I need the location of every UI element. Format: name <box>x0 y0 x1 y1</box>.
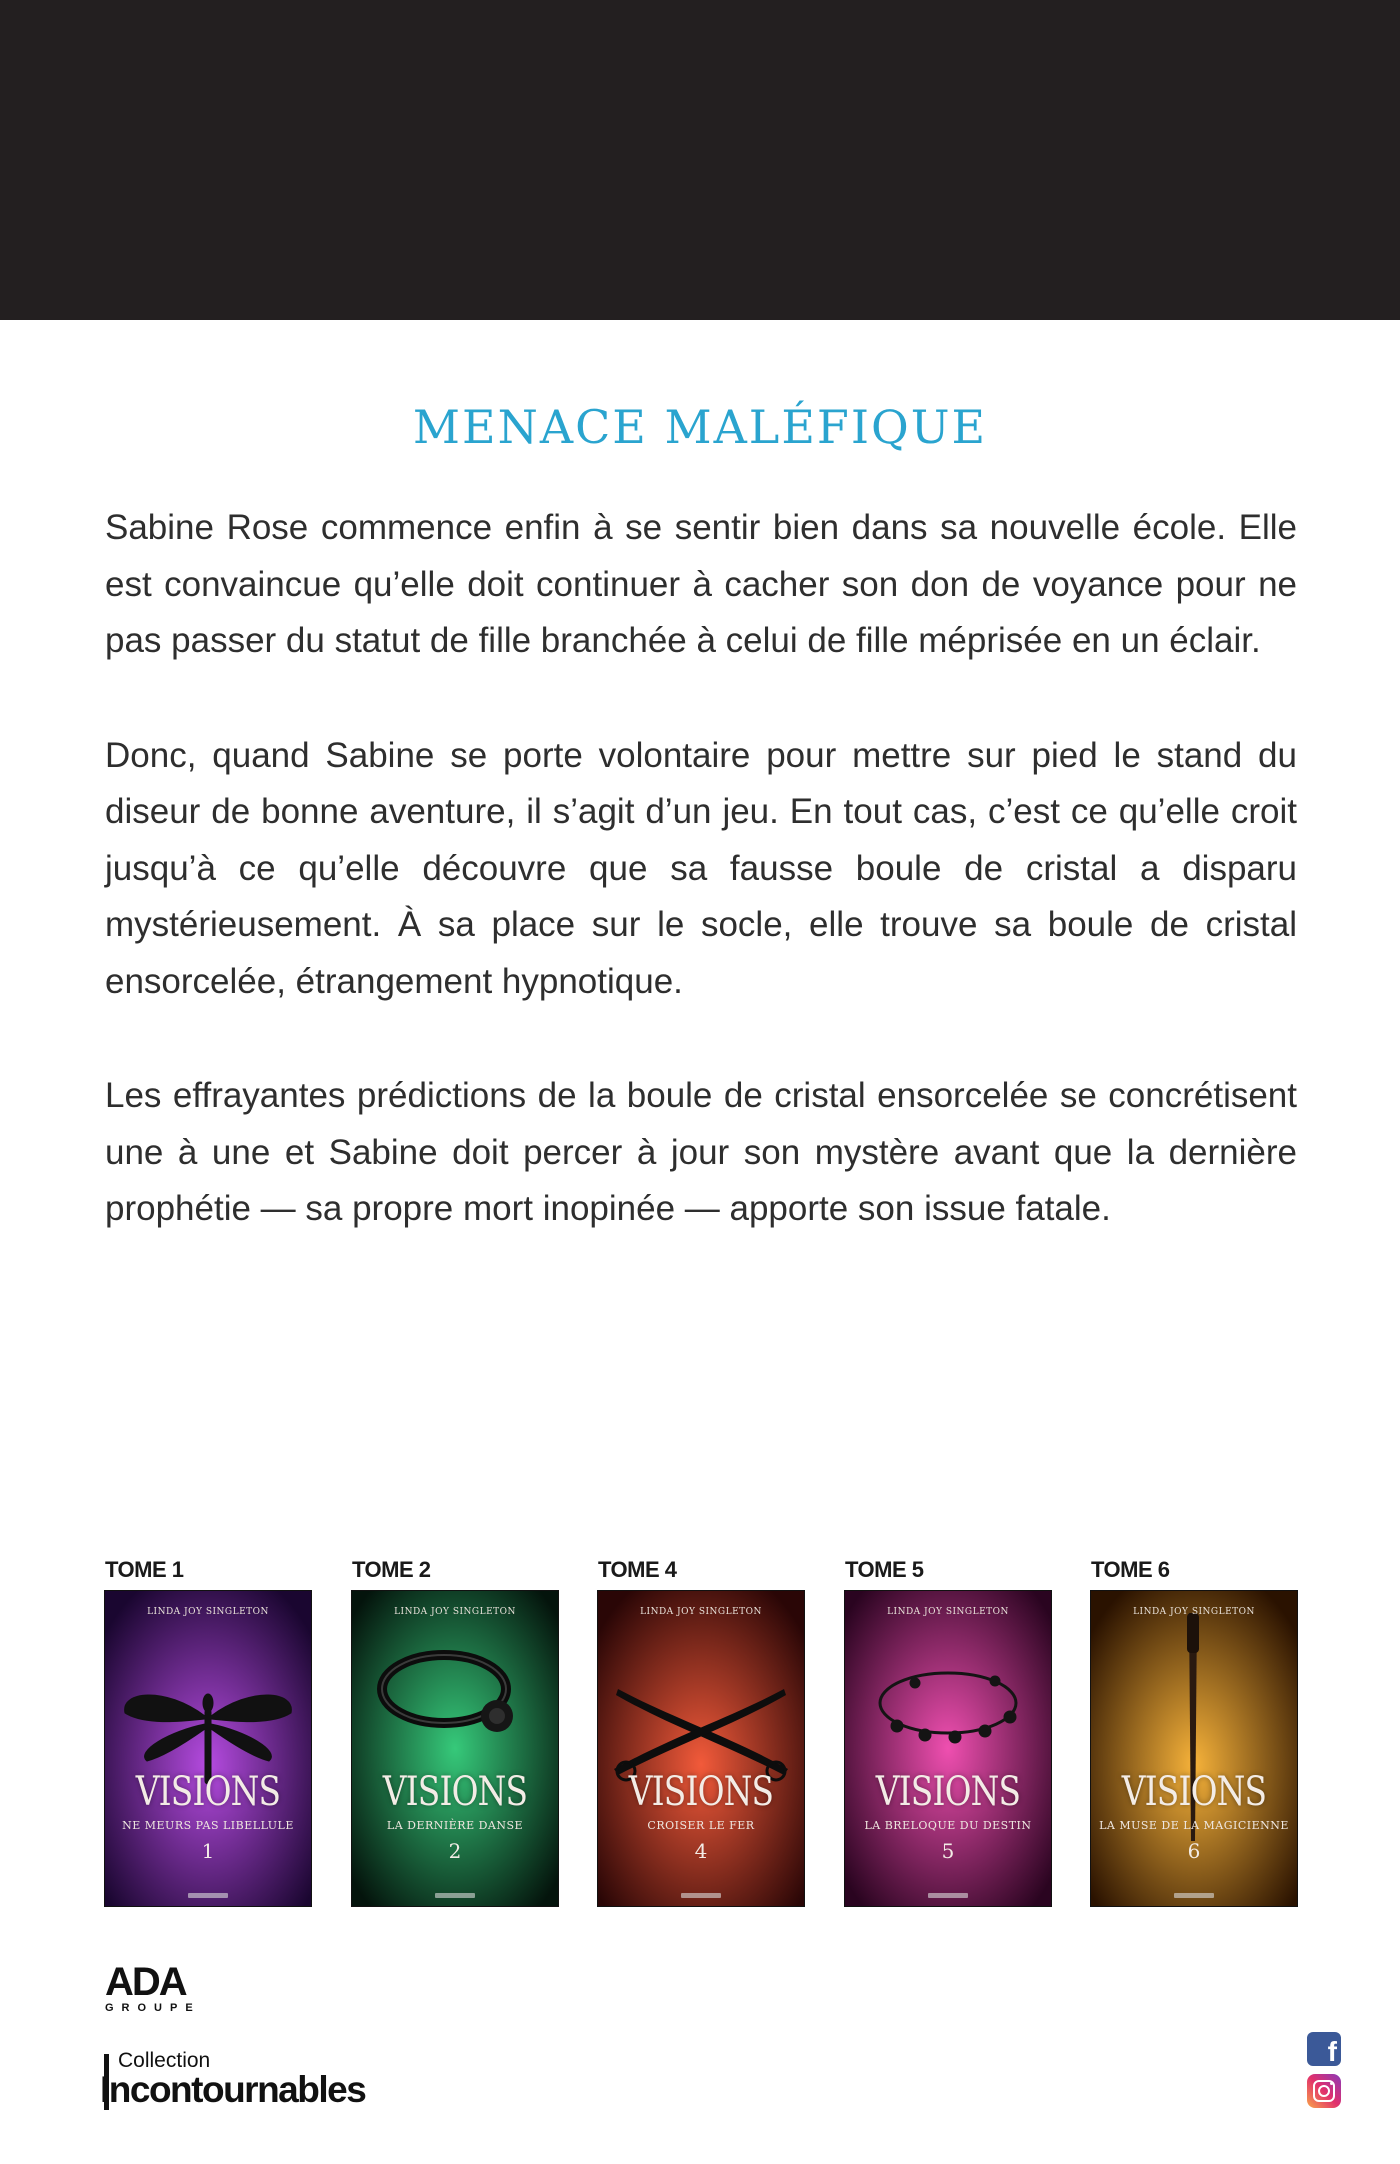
cover-subtitle: CROISER LE FER <box>647 1819 755 1832</box>
cover-subtitle: LA DERNIÈRE DANSE <box>386 1819 524 1832</box>
tome-4[interactable] <box>598 1555 804 1906</box>
ada-groupe-logo <box>105 1960 205 2018</box>
tome-6[interactable] <box>1091 1555 1297 1906</box>
tome-label: TOME 2 <box>352 1557 431 1582</box>
facebook-icon[interactable]: f <box>1307 2032 1341 2066</box>
collection-logo-big: Incontournables <box>100 2069 366 2110</box>
cover-author: LINDA JOY SINGLETON <box>147 1607 269 1617</box>
synopsis <box>105 500 1297 1296</box>
cover-volume-number: 5 <box>941 1839 955 1863</box>
instagram-icon[interactable] <box>1307 2074 1341 2108</box>
instagram-lens <box>1318 2085 1330 2097</box>
cover-volume-number: 4 <box>694 1839 708 1863</box>
cover-author: LINDA JOY SINGLETON <box>640 1607 762 1617</box>
tome-label: TOME 6 <box>1091 1557 1170 1582</box>
synopsis-paragraph: Donc, quand Sabine se porte volontaire pour mettre sur pied le stand du diseur de bonne aventure, il s’agit d’un jeu. En tout cas, c’est ce qu’elle croit jusqu’à ce qu’elle découvre que sa fausse boule de cristal a disparu mystérieusement. À sa place sur le socle, elle trouve sa boule de cristal ensorcelée, étrangement hypnotique. <box>105 735 1297 1001</box>
publisher-mark <box>1174 1893 1214 1898</box>
series-covers <box>105 1555 1297 1915</box>
collection-incontournables-logo <box>100 2050 420 2120</box>
cover-volume-number: 6 <box>1187 1839 1201 1863</box>
book-cover[interactable] <box>598 1591 804 1906</box>
cover-author: LINDA JOY SINGLETON <box>887 1607 1009 1617</box>
cover-series-title: VISIONS <box>628 1769 774 1815</box>
cover-series-title: VISIONS <box>135 1769 281 1815</box>
cover-author: LINDA JOY SINGLETON <box>1133 1607 1255 1617</box>
top-dark-band <box>0 0 1400 320</box>
cover-subtitle: LA MUSE DE LA MAGICIENNE <box>1099 1819 1289 1832</box>
tome-label: TOME 5 <box>845 1557 924 1582</box>
instagram-dot <box>1330 2082 1333 2085</box>
tome-2[interactable] <box>352 1555 558 1906</box>
ada-logo-mark: ADA <box>105 1960 186 2004</box>
cover-volume-number: 1 <box>201 1839 215 1863</box>
book-cover[interactable] <box>105 1591 311 1906</box>
book-cover[interactable] <box>845 1591 1051 1906</box>
book-cover[interactable] <box>1091 1591 1297 1906</box>
synopsis-paragraph: Sabine Rose commence enfin à se sentir bien dans sa nouvelle école. Elle est convaincue qu’elle doit continuer à cacher son don de voyance pour ne pas passer du statut de fille branchée à celui de fille méprisée en un éclair. <box>105 508 1297 660</box>
ada-logo-sub: GROUPE <box>105 2002 201 2014</box>
synopsis-paragraph: Les effrayantes prédictions de la boule de cristal ensorcelée se concrétisent une à une et Sabine doit percer à jour son mystère avant que la dernière prophétie — sa propre mort inopinée — apporte son issue fatale. <box>105 1076 1297 1228</box>
cover-volume-number: 2 <box>448 1839 462 1863</box>
book-title: MENACE MALÉFIQUE <box>412 400 988 454</box>
tome-5[interactable] <box>845 1555 1051 1906</box>
publisher-mark <box>928 1893 968 1898</box>
publisher-mark <box>435 1893 475 1898</box>
cover-author: LINDA JOY SINGLETON <box>394 1607 516 1617</box>
cover-series-title: VISIONS <box>1121 1769 1267 1815</box>
cover-series-title: VISIONS <box>875 1769 1021 1815</box>
cover-subtitle: LA BRELOQUE DU DESTIN <box>864 1819 1032 1832</box>
tome-label: TOME 1 <box>105 1557 184 1582</box>
social-icons <box>1307 2032 1343 2114</box>
cover-series-title: VISIONS <box>382 1769 528 1815</box>
book-cover[interactable] <box>352 1591 558 1906</box>
tome-label: TOME 4 <box>598 1557 677 1582</box>
cover-subtitle: NE MEURS PAS LIBELLULE <box>122 1819 294 1832</box>
tome-1[interactable] <box>105 1555 311 1906</box>
publisher-mark <box>681 1893 721 1898</box>
publisher-mark <box>188 1893 228 1898</box>
collection-logo-small: Collection <box>118 2049 211 2072</box>
